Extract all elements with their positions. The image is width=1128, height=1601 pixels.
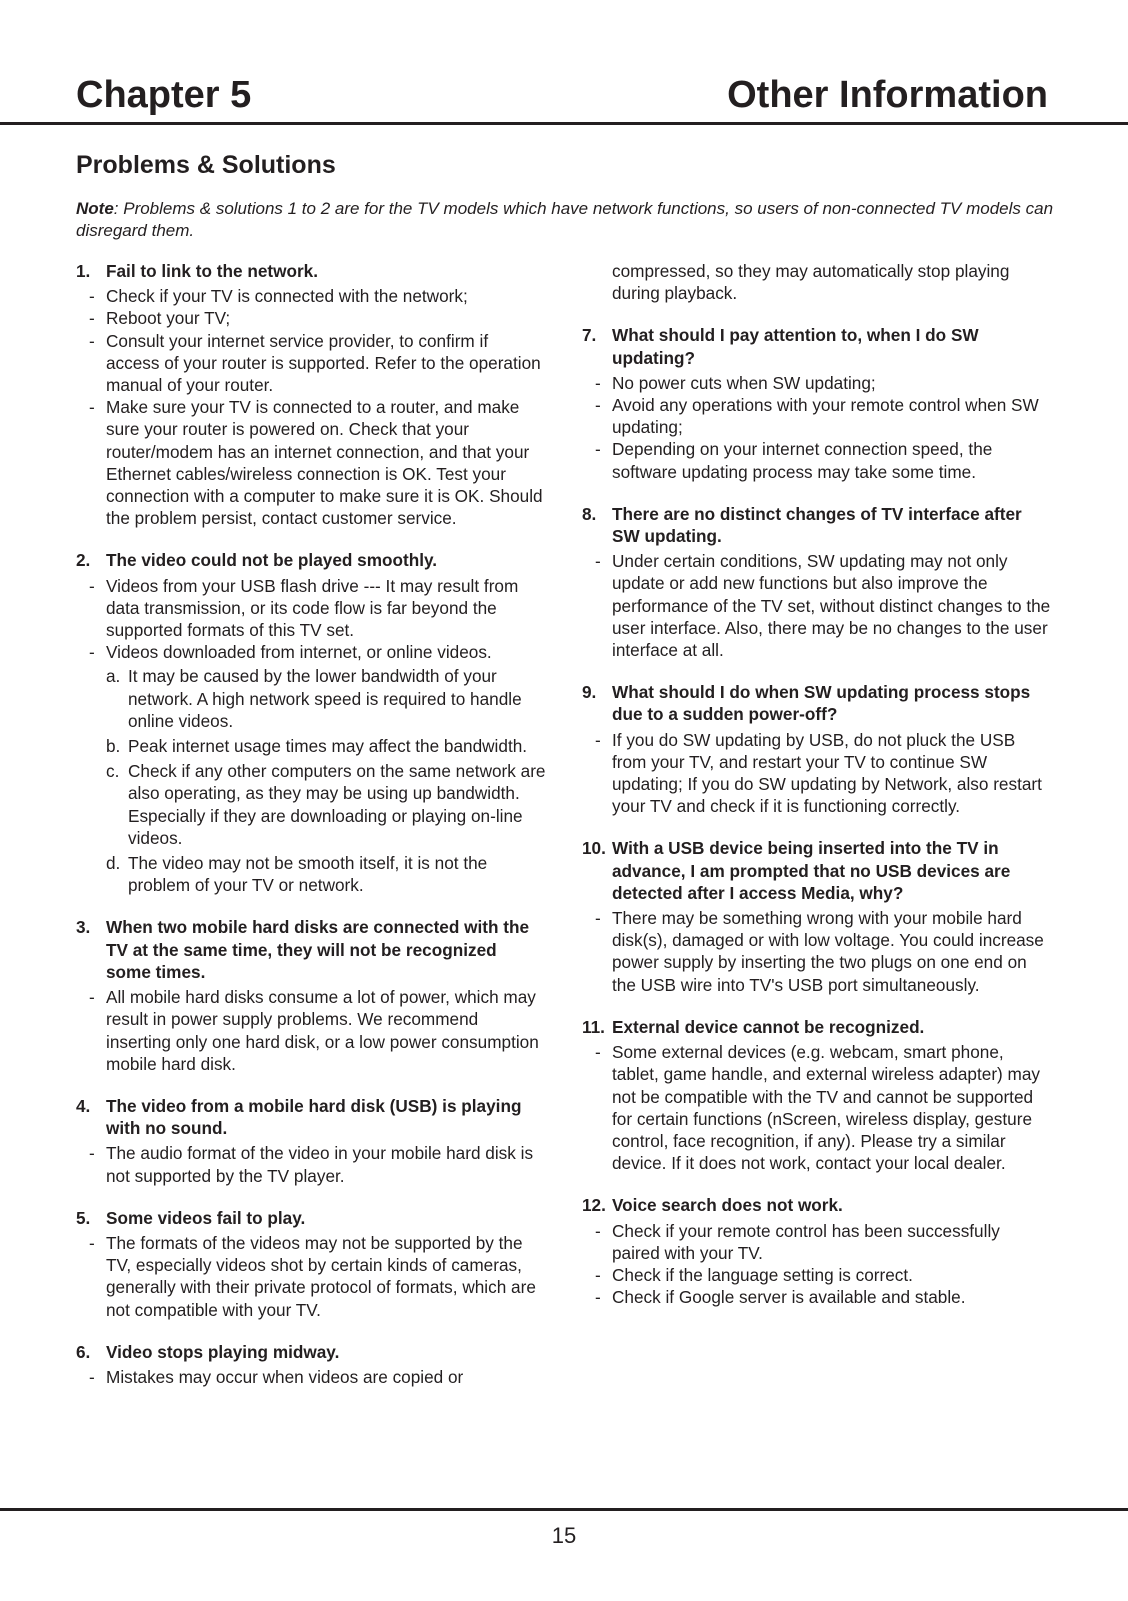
problem-number: 8.	[582, 503, 597, 524]
problem-item	[76, 1207, 546, 1321]
solution-bullet: - Check if the language setting is correct.	[595, 1264, 913, 1285]
solution-subitem	[76, 852, 546, 896]
subitem-label: a.	[106, 666, 121, 687]
solution-bullet: - Check if your TV is connected with the network;	[89, 286, 468, 307]
problem-title-text: There are no distinct changes of TV interface after SW updating.	[612, 503, 1022, 547]
solution-subitem	[76, 665, 546, 732]
problem-number: 6.	[76, 1341, 91, 1362]
problem-item	[76, 549, 546, 896]
solution-bullet: - Depending on your internet connection speed, the software updating process may take some time.	[595, 439, 993, 482]
solution-bullet: - Check if Google server is available and stable.	[595, 1287, 966, 1308]
solution-text: Mistakes may occur when videos are copied or	[106, 1366, 464, 1387]
solution-text: The formats of the videos may not be supported by the TV, especially videos shot by certain kinds of cameras, generally with their private protocol of formats, which are not compatible with your TV.	[106, 1232, 536, 1320]
solution-text: Check if your remote control has been successfully paired with your TV.	[612, 1220, 1000, 1263]
problem-item	[76, 916, 546, 1074]
problem-number: 3.	[76, 917, 91, 938]
solution-bullet: - The audio format of the video in your mobile hard disk is not supported by the TV player.	[89, 1143, 534, 1186]
problem-title-text: External device cannot be recognized.	[612, 1016, 925, 1037]
chapter-label: Chapter 5	[76, 74, 252, 116]
problem-item	[582, 837, 1052, 995]
section-title: Problems & Solutions	[76, 151, 336, 179]
solution-text: Check if the language setting is correct.	[612, 1264, 913, 1285]
solution-bullet: - All mobile hard disks consume a lot of power, which may result in power supply problems. We recommend inserting only one hard disk, or a low power consumption mobile hard disk.	[89, 987, 539, 1074]
solution-bullet: - There may be something wrong with your mobile hard disk(s), damaged or with low voltage. You could increase power supply by inserting the two plugs on one end on the USB wire into TV's USB port simultaneously.	[595, 908, 1044, 995]
subitem-label: b.	[106, 736, 121, 757]
solution-text: No power cuts when SW updating;	[612, 372, 876, 393]
problem-number: 5.	[76, 1207, 91, 1228]
solution-text: Consult your internet service provider, to confirm if access of your router is supported. Refer to the operation manual of your router.	[106, 330, 541, 396]
left-column	[76, 260, 546, 1408]
solution-bullet: - Reboot your TV;	[89, 308, 231, 329]
right-column	[582, 260, 1052, 1328]
problem-title	[76, 260, 546, 282]
problem-number: 1.	[76, 261, 91, 281]
problem-item	[582, 1016, 1052, 1174]
problem-title	[76, 549, 546, 571]
problem-number: 9.	[582, 682, 597, 703]
subitem-text: Check if any other computers on the same network are also operating, as they may be using up bandwidth. Especially if they are downloading or playing on-line videos.	[128, 761, 546, 848]
solution-text: Some external devices (e.g. webcam, smart phone, tablet, game handle, and external wireless adapter) may not be compatible with the TV and cannot be supported for certain functions (nScreen, wireless display, gesture control, face recognition, if any). Please try a similar device. If it does not work, contact your local dealer.	[612, 1042, 1041, 1174]
solution-bullet: - Mistakes may occur when videos are copied or	[89, 1366, 464, 1387]
problem-number: 2.	[76, 550, 91, 571]
problem-item	[582, 1194, 1052, 1308]
problem-number: 10.	[582, 838, 606, 859]
chapter-title: Other Information	[727, 74, 1048, 116]
problem-title	[76, 916, 546, 983]
footer-divider	[0, 1508, 1128, 1511]
solution-text: The audio format of the video in your mobile hard disk is not supported by the TV player.	[106, 1143, 534, 1186]
problem-title	[582, 1194, 1052, 1216]
solution-continuation: compressed, so they may automatically stop playing during playback.	[612, 261, 1010, 304]
solution-bullet: - Under certain conditions, SW updating may not only update or add new functions but also improve the performance of the TV set, without distinct changes to the user interface. Also, there may be no changes to the user interface at all.	[595, 551, 1051, 661]
page-number: 15	[551, 1523, 577, 1548]
problem-number: 7.	[582, 325, 597, 346]
problem-item	[582, 503, 1052, 661]
page-header	[76, 70, 1048, 120]
problem-title-text: The video from a mobile hard disk (USB) is playing with no sound.	[106, 1095, 522, 1139]
solution-text: Check if your TV is connected with the network;	[106, 286, 468, 307]
problem-item	[582, 324, 1052, 482]
problem-title-text: What should I pay attention to, when I do SW updating?	[612, 325, 979, 368]
solution-bullet: - Consult your internet service provider, to confirm if access of your router is supported. Refer to the operation manual of your router.	[89, 330, 541, 396]
solution-bullet: - If you do SW updating by USB, do not pluck the USB from your TV, and restart your TV to continue SW updating; If you do SW updating by Network, also restart your TV and check if it is functioning correctly.	[595, 729, 1042, 817]
problem-item	[76, 260, 546, 529]
problem-title	[582, 1016, 1052, 1038]
solution-bullet: - Make sure your TV is connected to a router, and make sure your router is powered on. Check that your router/modem has an internet connection, and that your Ethernet cables/wireless connection is OK. Test your connection with a computer to make sure it is OK. Should the problem persist, contact customer service.	[89, 397, 543, 529]
solution-text: Depending on your internet connection speed, the software updating process may take some time.	[612, 439, 993, 482]
subitem-text: Peak internet usage times may affect the bandwidth.	[128, 736, 528, 757]
problem-title-text: Fail to link to the network.	[106, 261, 318, 281]
solution-text: There may be something wrong with your mobile hard disk(s), damaged or with low voltage. You could increase power supply by inserting the two plugs on one end on the USB wire into TV's USB port simultaneously.	[612, 908, 1044, 995]
problem-title	[582, 681, 1052, 725]
problem-item	[76, 1341, 546, 1388]
problem-title	[76, 1207, 546, 1229]
problem-item	[76, 1095, 546, 1187]
problem-number: 11.	[582, 1016, 605, 1037]
solution-text: Videos downloaded from internet, or online videos.	[106, 642, 492, 663]
solution-text: Videos from your USB flash drive --- It may result from data transmission, or its code flow is far beyond the supported formats of this TV set.	[106, 575, 519, 641]
problem-title-text: Voice search does not work.	[612, 1195, 843, 1216]
problem-title-text: When two mobile hard disks are connected with the TV at the same time, they will not be recognized some times.	[106, 917, 530, 982]
solution-bullet: - No power cuts when SW updating;	[595, 372, 876, 393]
problem-title	[582, 503, 1052, 547]
header-divider	[0, 122, 1128, 125]
problem-title	[76, 1095, 546, 1139]
solution-subitem	[76, 760, 546, 849]
problem-title	[76, 1341, 546, 1363]
problem-title-text: With a USB device being inserted into the TV in advance, I am prompted that no USB devices are detected after I access Media, why?	[612, 838, 1011, 903]
subitem-text: It may be caused by the lower bandwidth of your network. A high network speed is required to handle online videos.	[128, 666, 522, 731]
note	[76, 198, 1056, 242]
solution-text: Under certain conditions, SW updating may not only update or add new functions but also improve the performance of the TV set, without distinct changes to the user interface. Also, there may be no changes to the user interface at all.	[612, 551, 1051, 661]
problem-title-text: The video could not be played smoothly.	[106, 550, 438, 571]
problem-item	[582, 681, 1052, 817]
problem-title	[582, 324, 1052, 368]
note-text: : Problems & solutions 1 to 2 are for the TV models which have network functions, so users of non-connected TV models can disregard them.	[76, 199, 1054, 240]
solution-bullet: - Videos from your USB flash drive --- It may result from data transmission, or its code flow is far beyond the supported formats of this TV set.	[89, 575, 519, 641]
problem-title-text: Some videos fail to play.	[106, 1207, 306, 1228]
subitem-label: c.	[106, 761, 120, 782]
problem-title-text: What should I do when SW updating process stops due to a sudden power-off?	[612, 682, 1031, 725]
solution-text: All mobile hard disks consume a lot of power, which may result in power supply problems. We recommend inserting only one hard disk, or a low power consumption mobile hard disk.	[106, 987, 539, 1074]
solution-text: Avoid any operations with your remote control when SW updating;	[612, 395, 1039, 438]
subitem-text: The video may not be smooth itself, it is not the problem of your TV or network.	[128, 853, 488, 896]
problem-number: 4.	[76, 1095, 91, 1116]
solution-bullet: - Check if your remote control has been successfully paired with your TV.	[595, 1220, 1000, 1263]
solution-text: If you do SW updating by USB, do not pluck the USB from your TV, and restart your TV to continue SW updating; If you do SW updating by Network, also restart your TV and check if it is functioning correctly.	[612, 729, 1042, 817]
solution-bullet: - Some external devices (e.g. webcam, smart phone, tablet, game handle, and external wireless adapter) may not be compatible with the TV and cannot be supported for certain functions (nScreen, wireless display, gesture control, face recognition, if any). Please try a similar device. If it does not work, contact your local dealer.	[595, 1042, 1041, 1174]
note-label: Note	[76, 199, 114, 218]
solution-bullet: - Videos downloaded from internet, or online videos.	[89, 642, 492, 663]
problem-number: 12.	[582, 1195, 606, 1216]
solution-bullet: - Avoid any operations with your remote control when SW updating;	[595, 395, 1039, 438]
solution-text: Make sure your TV is connected to a router, and make sure your router is powered on. Check that your router/modem has an internet connection, and that your Ethernet cables/wireless connection is OK. Test your connection with a computer to make sure it is OK. Should the problem persist, contact customer service.	[106, 397, 543, 529]
solution-bullet: - The formats of the videos may not be supported by the TV, especially videos shot by certain kinds of cameras, generally with their private protocol of formats, which are not compatible with your TV.	[89, 1232, 536, 1320]
solution-text: Check if Google server is available and stable.	[612, 1287, 966, 1308]
subitem-label: d.	[106, 853, 121, 874]
solution-subitem	[76, 735, 546, 757]
problem-title-text: Video stops playing midway.	[106, 1341, 340, 1362]
problem-title	[582, 837, 1052, 904]
solution-text: Reboot your TV;	[106, 308, 231, 329]
